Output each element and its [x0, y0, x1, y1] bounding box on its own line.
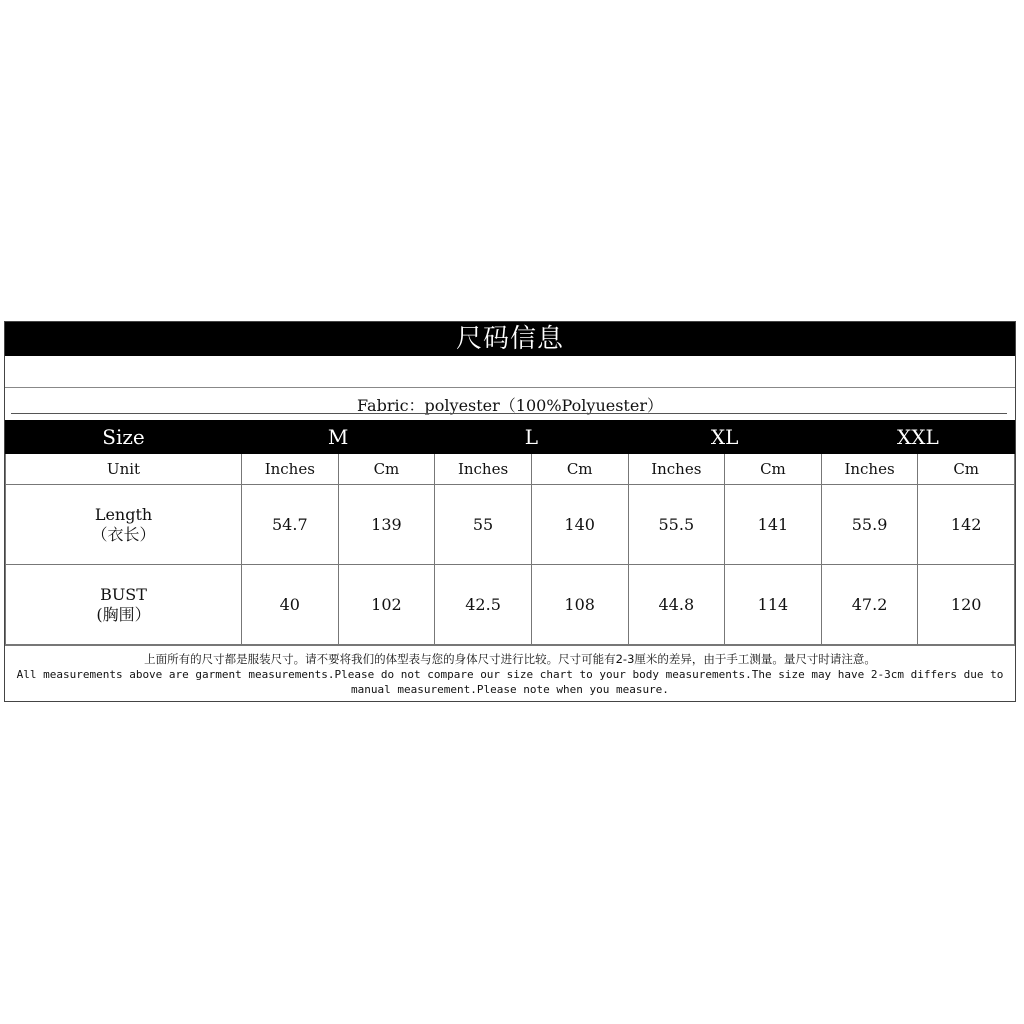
length-l-inches: 55 — [435, 485, 532, 565]
unit-inches: Inches — [242, 454, 339, 485]
fabric-text: Fabric：polyester（100%Polyuester） — [357, 396, 663, 415]
length-m-inches: 54.7 — [242, 485, 339, 565]
bust-xl-cm: 114 — [725, 565, 822, 645]
unit-cm: Cm — [725, 454, 822, 485]
length-xxl-cm: 142 — [918, 485, 1015, 565]
bust-m-inches: 40 — [242, 565, 339, 645]
fabric-underline — [11, 413, 1007, 414]
length-xl-inches: 55.5 — [628, 485, 725, 565]
length-xxl-inches: 55.9 — [821, 485, 918, 565]
bust-label: BUST — [100, 584, 147, 604]
unit-inches: Inches — [628, 454, 725, 485]
unit-row — [6, 454, 1015, 485]
unit-inches: Inches — [821, 454, 918, 485]
size-chart — [4, 321, 1016, 702]
size-header-row — [6, 421, 1015, 454]
size-table — [5, 420, 1015, 645]
size-m: M — [242, 421, 435, 454]
bust-l-cm: 108 — [531, 565, 628, 645]
length-m-cm: 139 — [338, 485, 435, 565]
note-chinese: 上面所有的尺寸都是服装尺寸。请不要将我们的体型表与您的身体尺寸进行比较。尺寸可能有2-3厘米的差异，由于手工测量。量尺寸时请注意。 — [144, 652, 876, 666]
bust-xxl-cm: 120 — [918, 565, 1015, 645]
bust-label-cell — [6, 565, 242, 645]
blank-row — [5, 356, 1015, 388]
size-label: Size — [6, 421, 242, 454]
bust-label-cn: (胸围） — [96, 604, 151, 624]
chart-title: 尺码信息 — [5, 322, 1015, 356]
length-xl-cm: 141 — [725, 485, 822, 565]
length-row — [6, 485, 1015, 565]
bust-row — [6, 565, 1015, 645]
unit-cm: Cm — [531, 454, 628, 485]
size-xl: XL — [628, 421, 821, 454]
length-label-cn: （衣长） — [91, 524, 156, 544]
size-xxl: XXL — [821, 421, 1014, 454]
measurement-note — [5, 645, 1015, 701]
bust-m-cm: 102 — [338, 565, 435, 645]
fabric-row — [5, 388, 1015, 420]
bust-l-inches: 42.5 — [435, 565, 532, 645]
length-label: Length — [94, 504, 153, 524]
unit-inches: Inches — [435, 454, 532, 485]
unit-cm: Cm — [338, 454, 435, 485]
note-english: All measurements above are garment measurements.Please do not compare our size chart to your body measurements.The size may have 2-3cm differs due to manual measurement.Please note when you measure. — [16, 668, 1004, 696]
length-label-cell — [6, 485, 242, 565]
bust-xxl-inches: 47.2 — [821, 565, 918, 645]
unit-cm: Cm — [918, 454, 1015, 485]
size-l: L — [435, 421, 628, 454]
unit-label: Unit — [6, 454, 242, 485]
length-l-cm: 140 — [531, 485, 628, 565]
bust-xl-inches: 44.8 — [628, 565, 725, 645]
